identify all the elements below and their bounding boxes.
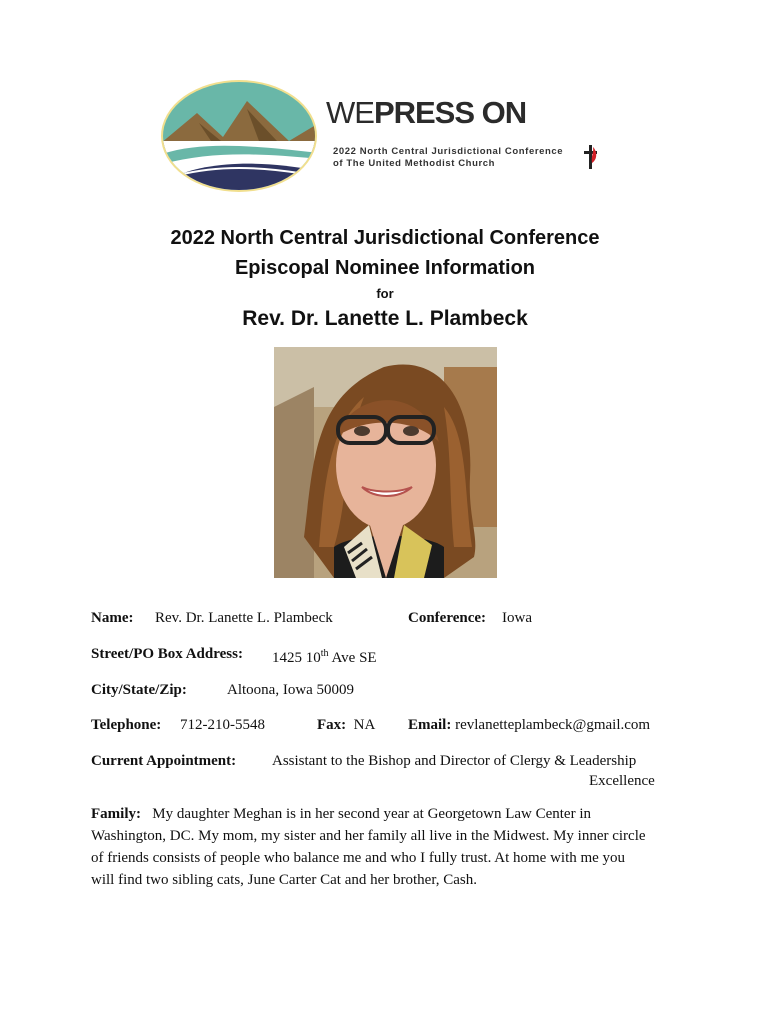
nominee-portrait (274, 347, 497, 578)
email-label: Email: (408, 717, 452, 733)
address-label-text: Street/PO Box Address: (91, 646, 243, 662)
name-label: Name: (91, 610, 134, 626)
family-text: My daughter Meghan is in her second year at Georgetown Law Center in Washington, DC. My mom, my sister and her family all live in the Midwest. My inner circle of friends consists of people who balance me and who I fully trust. At home with me you will find two sibling cats, June Carter Cat and her brother, Cash. (91, 806, 646, 888)
family-paragraph (91, 803, 651, 891)
telephone-label (91, 716, 161, 734)
city-label-text: City/State/Zip: (91, 682, 187, 698)
appointment-label-text: Current Appointment: (91, 753, 237, 769)
brand-wordmark (326, 97, 526, 128)
mountain-logo-icon (159, 79, 319, 194)
conference-label-text: Conference: (408, 610, 487, 626)
name-value: Rev. Dr. Lanette L. Plambeck (155, 610, 333, 626)
for-label: for (376, 286, 394, 301)
telephone-label-text: Telephone: (91, 717, 162, 733)
logo-subtitle (333, 146, 563, 170)
logo-subtitle-line1: 2022 North Central Jurisdictional Conference (333, 146, 564, 157)
address-street: Ave SE (328, 650, 377, 666)
appointment-label (91, 752, 236, 770)
brand-we: WE (326, 95, 374, 130)
conference-label (408, 609, 486, 627)
cross-and-flame-icon (583, 143, 599, 171)
fax-field (317, 716, 375, 734)
brand-press: PRESS (373, 95, 475, 130)
nominee-name-heading: Rev. Dr. Lanette L. Plambeck (242, 307, 528, 330)
conference-value: Iowa (502, 610, 532, 626)
family-label: Family: (91, 806, 141, 822)
city-label (91, 681, 187, 699)
appointment-line2: Excellence (589, 773, 655, 789)
address-superscript: th (320, 648, 329, 659)
address-label (91, 645, 243, 663)
document-title: 2022 North Central Jurisdictional Conference (170, 227, 600, 249)
address-number: 1425 10 (272, 650, 321, 666)
brand-on: ON (481, 95, 527, 130)
name-row (91, 609, 133, 627)
email-value[interactable]: revlanetteplambeck@gmail.com (455, 717, 651, 733)
conference-logo (159, 79, 609, 194)
appointment-line1: Assistant to the Bishop and Director of Clergy & Leadership (272, 753, 637, 769)
email-field (408, 716, 650, 734)
document-subtitle: Episcopal Nominee Information (234, 257, 536, 279)
fax-label: Fax: (317, 717, 347, 733)
telephone-value: 712-210-5548 (180, 717, 265, 733)
city-value: Altoona, Iowa 50009 (227, 682, 355, 698)
fax-value: NA (353, 717, 376, 733)
address-value (272, 645, 377, 667)
logo-subtitle-line2: of The United Methodist Church (333, 158, 496, 169)
